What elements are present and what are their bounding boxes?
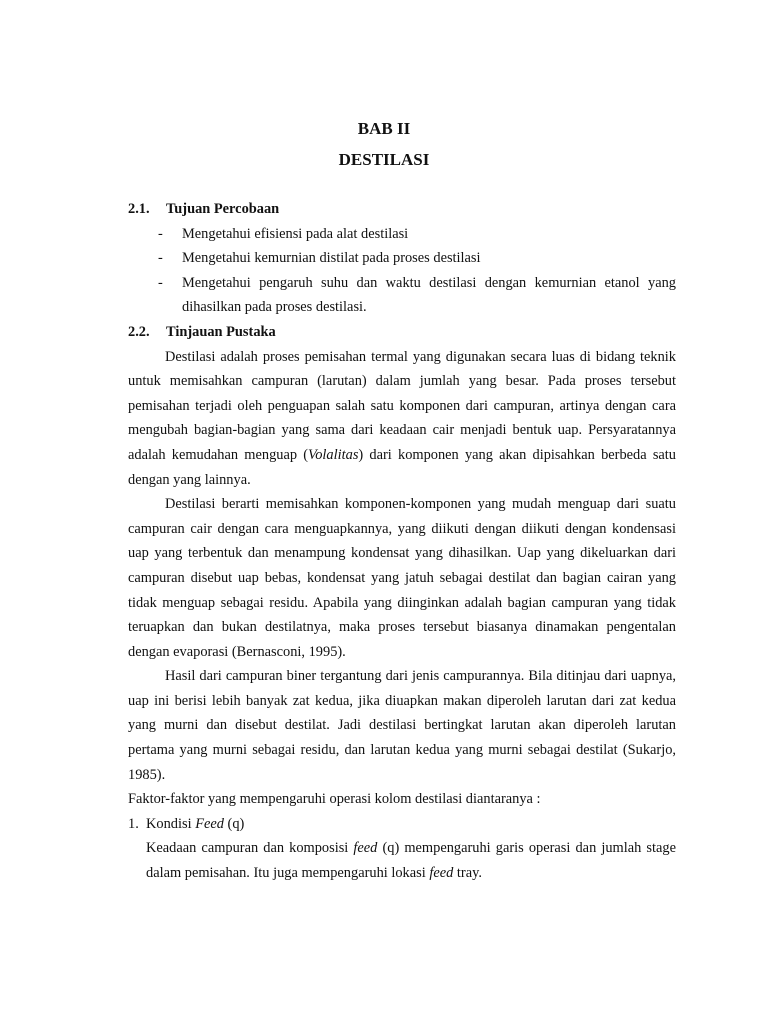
bullet-dash: - (158, 274, 163, 291)
bullet-dash: - (158, 225, 163, 242)
description-text: Keadaan campuran dan komposisi (146, 840, 354, 857)
chapter-title: DESTILASI (338, 150, 430, 169)
bullet-text: Mengetahui pengaruh suhu dan waktu destilasi dengan kemurnian etanol yang dihasilkan pada proses destilasi. (182, 274, 676, 316)
chapter-number: BAB II (357, 119, 411, 138)
list-label-text: Kondisi (146, 815, 196, 832)
paragraph-text: ) dari komponen yang akan dipisahkan berbeda satu dengan yang lainnya. (128, 446, 676, 488)
bullet-text: Mengetahui efisiensi pada alat destilasi (182, 225, 409, 242)
list-label-text: (q) (223, 815, 245, 832)
italic-term: feed (353, 840, 378, 857)
section-number: 2.2. (128, 323, 150, 340)
description-text: tray. (453, 865, 482, 882)
bullet-item (128, 246, 676, 271)
list-label (146, 812, 244, 837)
section-heading-tinjauan (128, 320, 676, 345)
factors-intro: Faktor-faktor yang mempengaruhi operasi kolom destilasi diantaranya : (128, 791, 541, 808)
section-heading-tujuan (128, 197, 676, 222)
document-body (128, 197, 676, 886)
list-item-1 (128, 812, 676, 837)
bullet-item (128, 271, 676, 320)
bullet-text: Mengetahui kemurnian distilat pada proses destilasi (182, 250, 481, 267)
paragraph-text: Destilasi adalah proses pemisahan termal yang digunakan secara luas di bidang teknik untuk memisahkan campuran (larutan) dalam jumlah yang besar. Pada proses tersebut pemisahan terjadi oleh penguapan salah satu komponen dari campuran, artinya dengan cara mengubah bagian-bagian yang sama dari keadaan cair menjadi bentuk uap. Persyaratannya adalah kemudahan menguap ( (128, 348, 676, 463)
section-title: Tinjauan Pustaka (166, 323, 276, 340)
bullet-dash: - (158, 250, 163, 267)
section-title: Tujuan Percobaan (166, 201, 280, 217)
description-text: (q) mempengaruhi garis operasi dan jumlah stage dalam pemisahan. Itu juga mempengaruhi lokasi (146, 840, 676, 882)
list-number: 1. (128, 815, 139, 832)
italic-term: Volalitas (308, 446, 359, 463)
paragraph-3: Hasil dari campuran biner tergantung dari jenis campurannya. Bila ditinjau dari uapnya, uap ini berisi lebih banyak zat kedua, jika diuapkan makan diperoleh larutan dari zat kedua yang murni dan disebut destilat. Jadi destilasi bertingkat larutan akan diperoleh larutan pertama yang murni sebagai residu, dan larutan kedua yang murni sebagai destilat (Sukarjo, 1985). (128, 668, 676, 783)
paragraph-1 (128, 345, 676, 493)
section-number: 2.1. (128, 201, 150, 217)
list-item-1-description (128, 836, 676, 885)
paragraph-2: Destilasi berarti memisahkan komponen-komponen yang mudah menguap dari suatu campuran cair dengan cara menguapkannya, yang diikuti dengan diikuti dengan kondensasi uap yang terbentuk dan menampung kondensat yang dihasilkan. Uap yang dikeluarkan dari campuran disebut uap bebas, kondensat yang jatuh sebagai destilat dan bagian cairan yang tidak menguap sebagai residu. Apabila yang diinginkan adalah bagian campuran yang tidak teruapkan dan bukan destilatnya, maka proses tersebut biasanya dinamakan pengentalan dengan evaporasi (Bernasconi, 1995). (128, 496, 676, 660)
bullet-item (128, 222, 676, 247)
italic-term: Feed (195, 815, 224, 832)
italic-term: feed (429, 865, 454, 882)
